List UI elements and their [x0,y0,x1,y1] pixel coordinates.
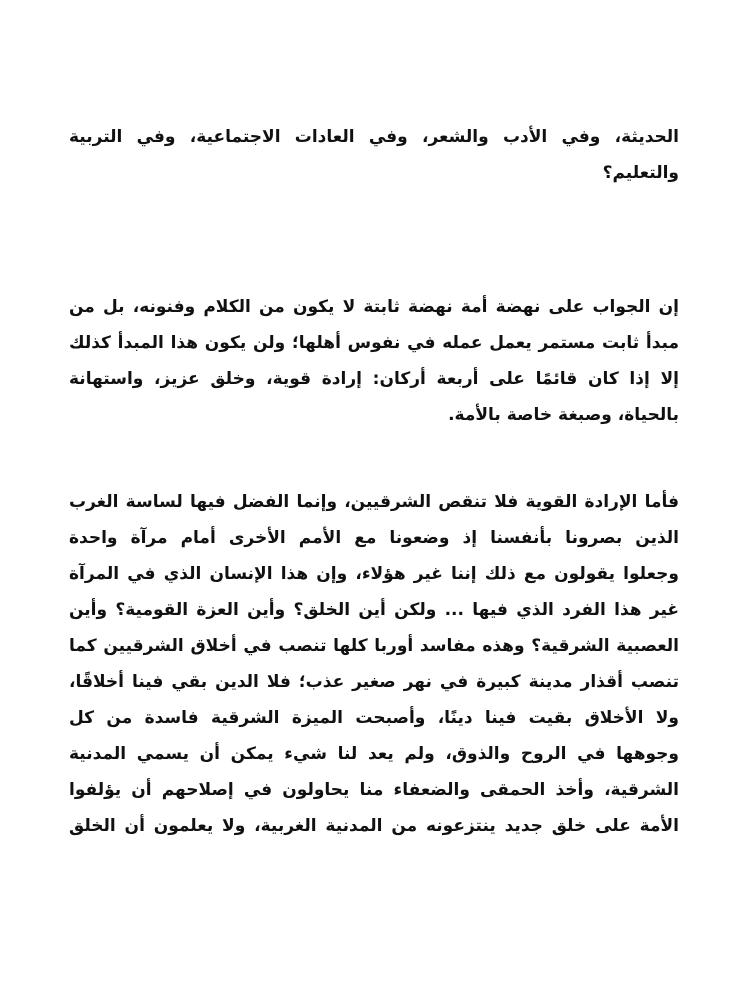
text-line: ولا الأخلاق بقيت فينا دينًا، وأصبحت الميزة الشرقية فاسدة من كل [69,708,679,728]
text-line: تنصب أقذار مدينة كبيرة في نهر صغير عذب؛ فلا الدين بقي فينا أخلاقًا، [69,672,679,692]
text-line: مبدأ ثابت مستمر يعمل عمله في نفوس أهلها؛ ولن يكون هذا المبدأ كذلك [69,333,679,353]
text-line: فأما الإرادة القوية فلا تنقص الشرقيين، وإنما الفضل فيها لساسة الغرب [69,492,679,512]
text-line: الشرقية، وأخذ الحمقى والضعفاء منا يحاولون في إصلاحهم أن يؤلفوا [69,780,679,800]
text-line: إلا إذا كان قائمًا على أربعة أركان: إرادة قوية، وخلق عزيز، واستهانة [69,369,679,389]
text-line: إن الجواب على نهضة أمة نهضة ثابتة لا يكون من الكلام وفنونه، بل من [69,297,679,317]
text-line: الحديثة، وفي الأدب والشعر، وفي العادات الاجتماعية، وفي التربية [69,127,679,147]
text-line: العصبية الشرقية؟ وهذه مفاسد أوربا كلها تنصب في أخلاق الشرقيين كما [69,636,679,656]
text-line: غير هذا الفرد الذي فيها ... ولكن أين الخلق؟ وأين العزة القومية؟ وأين [69,600,679,620]
text-line: وجوهها في الروح والذوق، ولم يعد لنا شيء يمكن أن يسمي المدنية [69,744,679,764]
paragraph-1 [69,119,679,191]
paragraph-3 [69,484,679,844]
text-line: بالحياة، وصبغة خاصة بالأمة. [448,405,679,425]
text-line: وجعلوا يقولون مع ذلك إننا غير هؤلاء، وإن هذا الإنسان الذي في المرآة [69,564,679,584]
text-line: الأمة على خلق جديد ينتزعونه من المدنية الغربية، ولا يعلمون أن الخلق [69,816,679,836]
paragraph-2 [69,289,679,433]
text-line: والتعليم؟ [602,163,679,183]
text-line: الذين بصرونا بأنفسنا إذ وضعونا مع الأمم الأخرى أمام مرآة واحدة [69,528,679,548]
